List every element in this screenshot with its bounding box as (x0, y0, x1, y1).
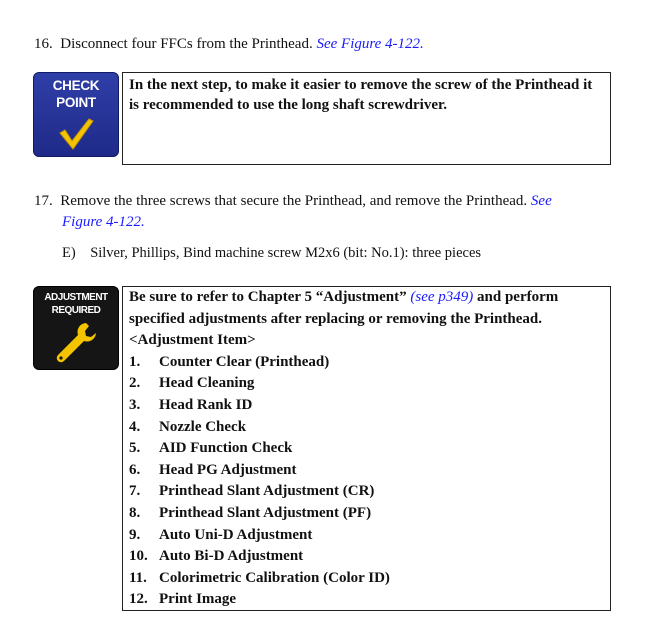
list-item (129, 481, 604, 503)
item-label: Counter Clear (Printhead) (159, 353, 330, 370)
list-item (129, 395, 604, 417)
item-number: 2. (129, 375, 141, 392)
checkmark-icon (58, 117, 94, 151)
item-number: 9. (129, 526, 141, 543)
item-number: 8. (129, 504, 141, 521)
badge-label-line1: ADJUSTMENT (44, 292, 108, 303)
list-item (129, 546, 604, 568)
check-point-text: In the next step, to make it easier to remove the screw of the Printhead it is recommended to use the long shaft screwdriver. (129, 77, 593, 113)
item-number: 10. (129, 548, 148, 565)
item-number: 6. (129, 461, 141, 478)
figure-link-part2[interactable]: Figure 4-122. (62, 214, 145, 230)
item-label: Head Cleaning (159, 375, 255, 392)
item-label: Colorimetric Calibration (Color ID) (159, 569, 390, 586)
item-label: Head Rank ID (159, 396, 253, 413)
page-link[interactable]: (see p349) (410, 289, 474, 305)
list-item (129, 352, 604, 374)
list-item (129, 373, 604, 395)
item-label: Print Image (159, 591, 237, 608)
list-item (129, 417, 604, 439)
item-label: Head PG Adjustment (159, 461, 297, 478)
item-label: Printhead Slant Adjustment (CR) (159, 483, 375, 500)
item-number: 12. (129, 591, 148, 608)
item-label: Auto Bi-D Adjustment (159, 548, 304, 565)
adjustment-note (122, 286, 611, 611)
badge-label-line2: POINT (56, 95, 96, 110)
adjustment-required-badge (33, 286, 119, 370)
step-16 (34, 34, 424, 55)
step-17 (34, 191, 614, 233)
substep-text: Silver, Phillips, Bind machine screw M2x6 (bit: No.1): three pieces (90, 245, 482, 261)
adjustment-intro (129, 287, 604, 330)
adjustment-heading: <Adjustment Item> (129, 332, 256, 349)
list-item (129, 525, 604, 547)
badge-label-line2: REQUIRED (51, 305, 101, 316)
figure-link[interactable]: See Figure 4-122. (316, 36, 424, 52)
item-label: AID Function Check (159, 440, 293, 457)
list-item (129, 438, 604, 460)
list-item (129, 589, 604, 611)
item-label: Printhead Slant Adjustment (PF) (159, 504, 372, 521)
adjustment-intro-before: Be sure to refer to Chapter 5 “Adjustment” (129, 289, 407, 305)
step-number: 17. (34, 193, 53, 209)
item-number: 11. (129, 569, 147, 586)
item-label: Nozzle Check (159, 418, 247, 435)
list-item (129, 568, 604, 590)
item-label: Auto Uni-D Adjustment (159, 526, 313, 543)
step-text: Disconnect four FFCs from the Printhead. (60, 36, 313, 52)
step-number: 16. (34, 36, 53, 52)
substep-label: E) (62, 245, 76, 261)
adjustment-item-list (129, 352, 604, 611)
wrench-icon (52, 321, 100, 365)
item-number: 7. (129, 483, 141, 500)
item-number: 5. (129, 440, 141, 457)
check-point-note (122, 72, 611, 165)
step-text: Remove the three screws that secure the Printhead, and remove the Printhead. (60, 193, 528, 209)
list-item (129, 460, 604, 482)
badge-label-line1: CHECK (52, 78, 100, 93)
figure-link-part1[interactable]: See (530, 193, 552, 209)
check-point-badge (33, 72, 119, 157)
item-number: 3. (129, 396, 141, 413)
substep-e (62, 243, 481, 263)
list-item (129, 503, 604, 525)
adjustment-intro-after: and perform specified adjustments after replacing or removing the Printhead. (129, 289, 559, 327)
item-number: 1. (129, 353, 141, 370)
item-number: 4. (129, 418, 141, 435)
